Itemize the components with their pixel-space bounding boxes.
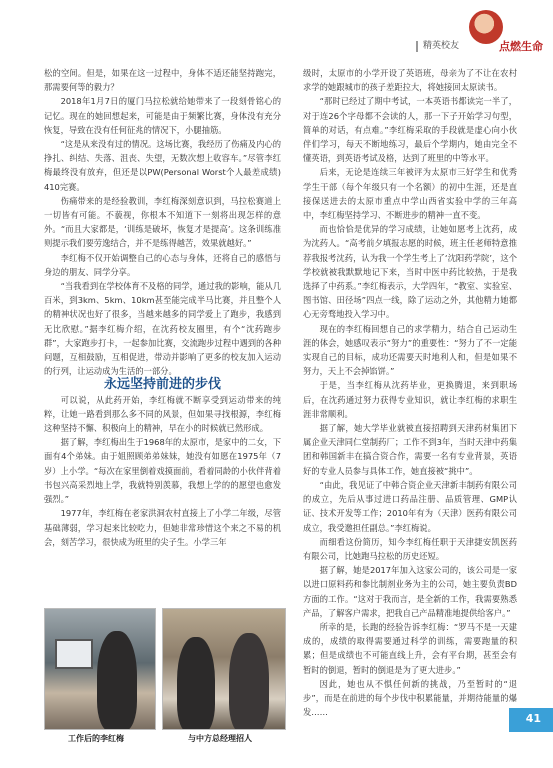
page-number: 41 <box>525 712 541 725</box>
magazine-logo <box>469 8 543 53</box>
photo-caption: 工作后的李红梅 <box>68 734 124 743</box>
paragraph: 李红梅不仅开始调整自己的心态与身体，还将自己的感悟与身边的朋友、同学分享。 <box>44 252 281 277</box>
person-figure <box>177 637 215 730</box>
paragraph: 后来，无论是连续三年被评为太原市三好学生和优秀学生干部（每个年级只有一个名额）的初中生涯，还是直接保送进去的太原市重点中学山西省实验中学的三年高中，李红梅坚持学习、不断进步的精神一直不变。 <box>303 167 517 221</box>
right-column <box>303 66 517 719</box>
paragraph: 可以说，从此药开始，李红梅就不断享受到运动带来的纯粹，让她一路看到那么多不同的风景，但如果寻找根源，李红梅这种坚持不懈、积极向上的精神，早在小的时候就已然形成。 <box>44 394 281 434</box>
left-column <box>44 66 281 549</box>
monitor-shape <box>55 639 93 669</box>
paragraph: 据了解，她大学毕业就被直接招聘到天津药材集团下属企业天津同仁堂制药厂；工作不到3年，当时天津中药集团和韩国新丰在搞合资合作，需要一名有专业背景，英语好的专业人员参与具体工作，她直接被“挑中”。 <box>303 423 517 476</box>
paragraph: 伤痛带来的是经验教训，李红梅深刻意识到，马拉松赛道上一切皆有可能。不藐视，你根本不知道下一刻将出现怎样的意外。“而且大家都是，‘训练是破坏，恢复才是提高’。这条训练准则提示我们要劳逸结合，并不是练得越苦，效果就越好。” <box>44 195 281 249</box>
paragraph: 而细看这份简历，知今李红梅任职于天津捷安凯医药有限公司，比她跑马拉松的历史还短。 <box>303 536 517 561</box>
paragraph: 级时，太原市的小学开设了英语班，母亲为了不让在农村求学的她跟城市的孩子差距拉大，将她接回太原读书。 <box>303 68 517 93</box>
paragraph: 所幸的是，长跑的经验告诉李红梅：“罗马不是一天建成的，成绩的取得需要通过科学的训练，需要跑量的积累；但是成绩也不可能直线上升，会有平台期，甚至会有暂时的倒退，暂时的倒退是为了更大进步。” <box>303 621 517 675</box>
photo-caption: 与中方总经理招人 <box>188 734 252 743</box>
person-figure <box>97 631 137 730</box>
paragraph: 松的空间。但是，如果在这一过程中，身体不适还能坚持跑完，那需要何等的毅力？ <box>44 68 281 93</box>
logo-portrait-icon <box>469 10 503 44</box>
photo-working <box>44 608 156 730</box>
paragraph: “那时已经过了期中考试，一本英语书都读完一半了，对于连26个字母都不会读的人，那一下子开始学习句型，简单的对话，有点难。”李红梅采取的手段就是虚心向小伙伴们学习，每天不断地练习，最后个学期内，她由完全不懂英语，到英语考试及格，达到了班里的中等水平。 <box>303 96 517 164</box>
section-tag: 精英校友 <box>416 41 459 52</box>
paragraph: 据了解，她是2017年加入这家公司的，该公司是一家以进口原料药和参比制剂业务为主的公司，她主要负责BD方面的工作。“这对于我而言，是全新的工作，我需要熟悉产品，了解客户需求，把我自己产品精准地提供给客户。” <box>303 565 517 618</box>
section-heading: 永远坚持前进的步伐 <box>103 377 221 393</box>
logo-text: 点燃生命 <box>499 40 543 53</box>
paragraph: 因此，她也从不惧任何新的挑战，乃至暂时的“退步”，而是在前进的每个步伐中积累能量，并期待能量的爆发…… <box>303 678 517 718</box>
photo-group <box>44 608 284 728</box>
paragraph: “当我看到在学校体育不及格的同学，通过我的影响，能从几百米，到3km、5km、10km甚至能完成半马比赛，并且整个人的精神状况也好了很多，当越来越多的同学爱上了跑步，我感到无比欣慰。”据李红梅介绍，在沈药校友圈里，有个“沈药跑步群”，大家跑步打卡，一起参加比赛，交流跑步过程中遇到的各种问题，互相鼓励，互相促进，带动并影响了更多的校友加入运动的行列，让运动成为生活的一部分。 <box>44 281 281 377</box>
paragraph: “这是从来没有过的情况。这场比赛，我经历了伤痛及内心的挣扎、纠结、失落、沮丧、失望，无数次想上收容车。”尽管李红梅最终没有放弃，但还是以PW(Personal Worst个人最差成绩) 410完赛。 <box>44 139 281 192</box>
paragraph: 据了解，李红梅出生于1968年的太原市，是家中的二女，下面有4个弟妹。由于姐照顾弟弟妹妹，她没有如愿在1975年（7岁）上小学。“每次在家里倒着戏摸面前，看着同龄的小伙伴背着书包兴高采烈地上学，我就特别羡慕，我想上学的的愿望也愈发强烈。” <box>44 437 281 505</box>
person-figure <box>229 633 269 730</box>
paragraph: “由此，我见证了中韩合资企业天津新丰制药有限公司的成立，先后从事过进口药品注册、品质管理、GMP认证、技术开发等工作；2010年有为（天津）医药有限公司成立，我受邀担任副总。”李红梅说。 <box>303 479 517 533</box>
paragraph: 2018年1月7日的厦门马拉松就给她带来了一段刻骨铭心的记忆。现在的她回想起来，可能是由于频繁比赛，身体没有充分恢复，导致在没有任何征兆的情况下，小腿抽筋。 <box>44 96 281 135</box>
photo-meeting <box>162 608 286 730</box>
paragraph: 于是，当李红梅从沈药毕业，更换腾退，来到职场后，在沈药通过努力获得专业知识，就让李红梅的求职生涯非常顺利。 <box>303 380 517 419</box>
paragraph: 而也恰恰是优异的学习成绩，让她如愿考上沈药，成为沈药人。“高考前夕填报志愿的时候，班主任老师特意推荐我报考沈药，认为我一个学生考上了‘沈阳药学院’，这个学校就被我默默地记下来，当时中医中药比较热，于是我选择了中药系。”李红梅表示，大学四年，“教室、实验室、图书馆、田径场”四点一线，除了运动之外，其他精力她都心无旁骛地投入学习中。 <box>303 224 517 320</box>
paragraph: 现在的李红梅回想自己的求学精力，结合自己运动生涯的体会，她感叹表示“努力”的重要性：“努力了不一定能实现自己的目标，成功还需要天时地利人和，但是如果不努力，天上不会掉馅饼。” <box>303 323 517 377</box>
paragraph: 1977年，李红梅在老家洪洞农村直接上了小学二年级，尽管基础薄弱，学习起来比较吃力，但她非常珍惜这个来之不易的机会，刻苦学习，很快成为班里的尖子生。小学三年 <box>44 508 281 547</box>
